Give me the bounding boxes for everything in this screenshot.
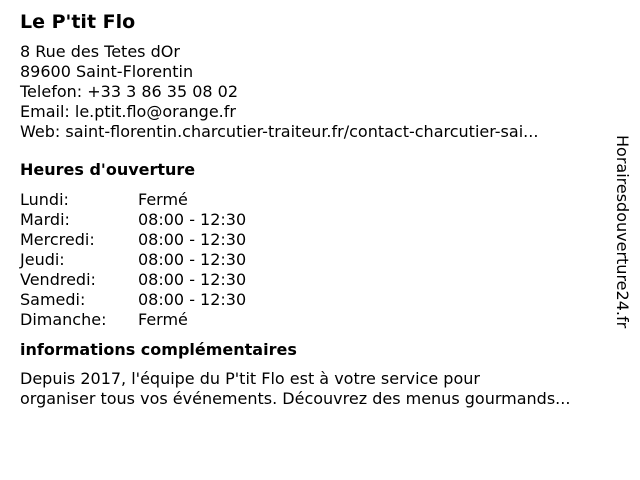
- business-card: [20, 10, 620, 409]
- email-line: Email: le.ptit.flo@orange.fr: [20, 102, 236, 121]
- hours-row-tuesday: [20, 210, 620, 230]
- hours-row-saturday: [20, 290, 620, 310]
- info-text-line1: Depuis 2017, l'équipe du P'tit Flo est à votre service pour: [20, 369, 480, 388]
- hours-row-friday: [20, 270, 620, 290]
- info-text-line2: organiser tous vos événements. Découvrez des menus gourmands...: [20, 389, 571, 408]
- hours-value: 08:00 - 12:30: [138, 210, 247, 229]
- day-label: Lundi:: [20, 190, 69, 209]
- hours-value: 08:00 - 12:30: [138, 230, 247, 249]
- day-label: Mardi:: [20, 210, 70, 229]
- hours-row-sunday: [20, 310, 620, 330]
- hours-row-wednesday: [20, 230, 620, 250]
- day-label: Jeudi:: [20, 250, 65, 269]
- hours-value: Fermé: [138, 190, 188, 209]
- hours-row-monday: [20, 190, 620, 210]
- info-heading: informations complémentaires: [20, 340, 297, 359]
- hours-heading: Heures d'ouverture: [20, 160, 196, 179]
- hours-value: 08:00 - 12:30: [138, 290, 247, 309]
- hours-value: 08:00 - 12:30: [138, 270, 247, 289]
- hours-row-thursday: [20, 250, 620, 270]
- day-label: Vendredi:: [20, 270, 96, 289]
- address-street: 8 Rue des Tetes dOr: [20, 42, 180, 61]
- phone-line: Telefon: +33 3 86 35 08 02: [20, 82, 239, 101]
- day-label: Dimanche:: [20, 310, 107, 329]
- day-label: Samedi:: [20, 290, 86, 309]
- web-line: Web: saint-florentin.charcutier-traiteur.fr/contact-charcutier-sai...: [20, 122, 539, 141]
- hours-value: 08:00 - 12:30: [138, 250, 247, 269]
- business-name: Le P'tit Flo: [20, 11, 136, 33]
- site-watermark: Horairesdouverture24.fr: [613, 135, 632, 329]
- day-label: Mercredi:: [20, 230, 95, 249]
- hours-value: Fermé: [138, 310, 188, 329]
- hours-table: [20, 190, 620, 330]
- address-city: 89600 Saint-Florentin: [20, 62, 194, 81]
